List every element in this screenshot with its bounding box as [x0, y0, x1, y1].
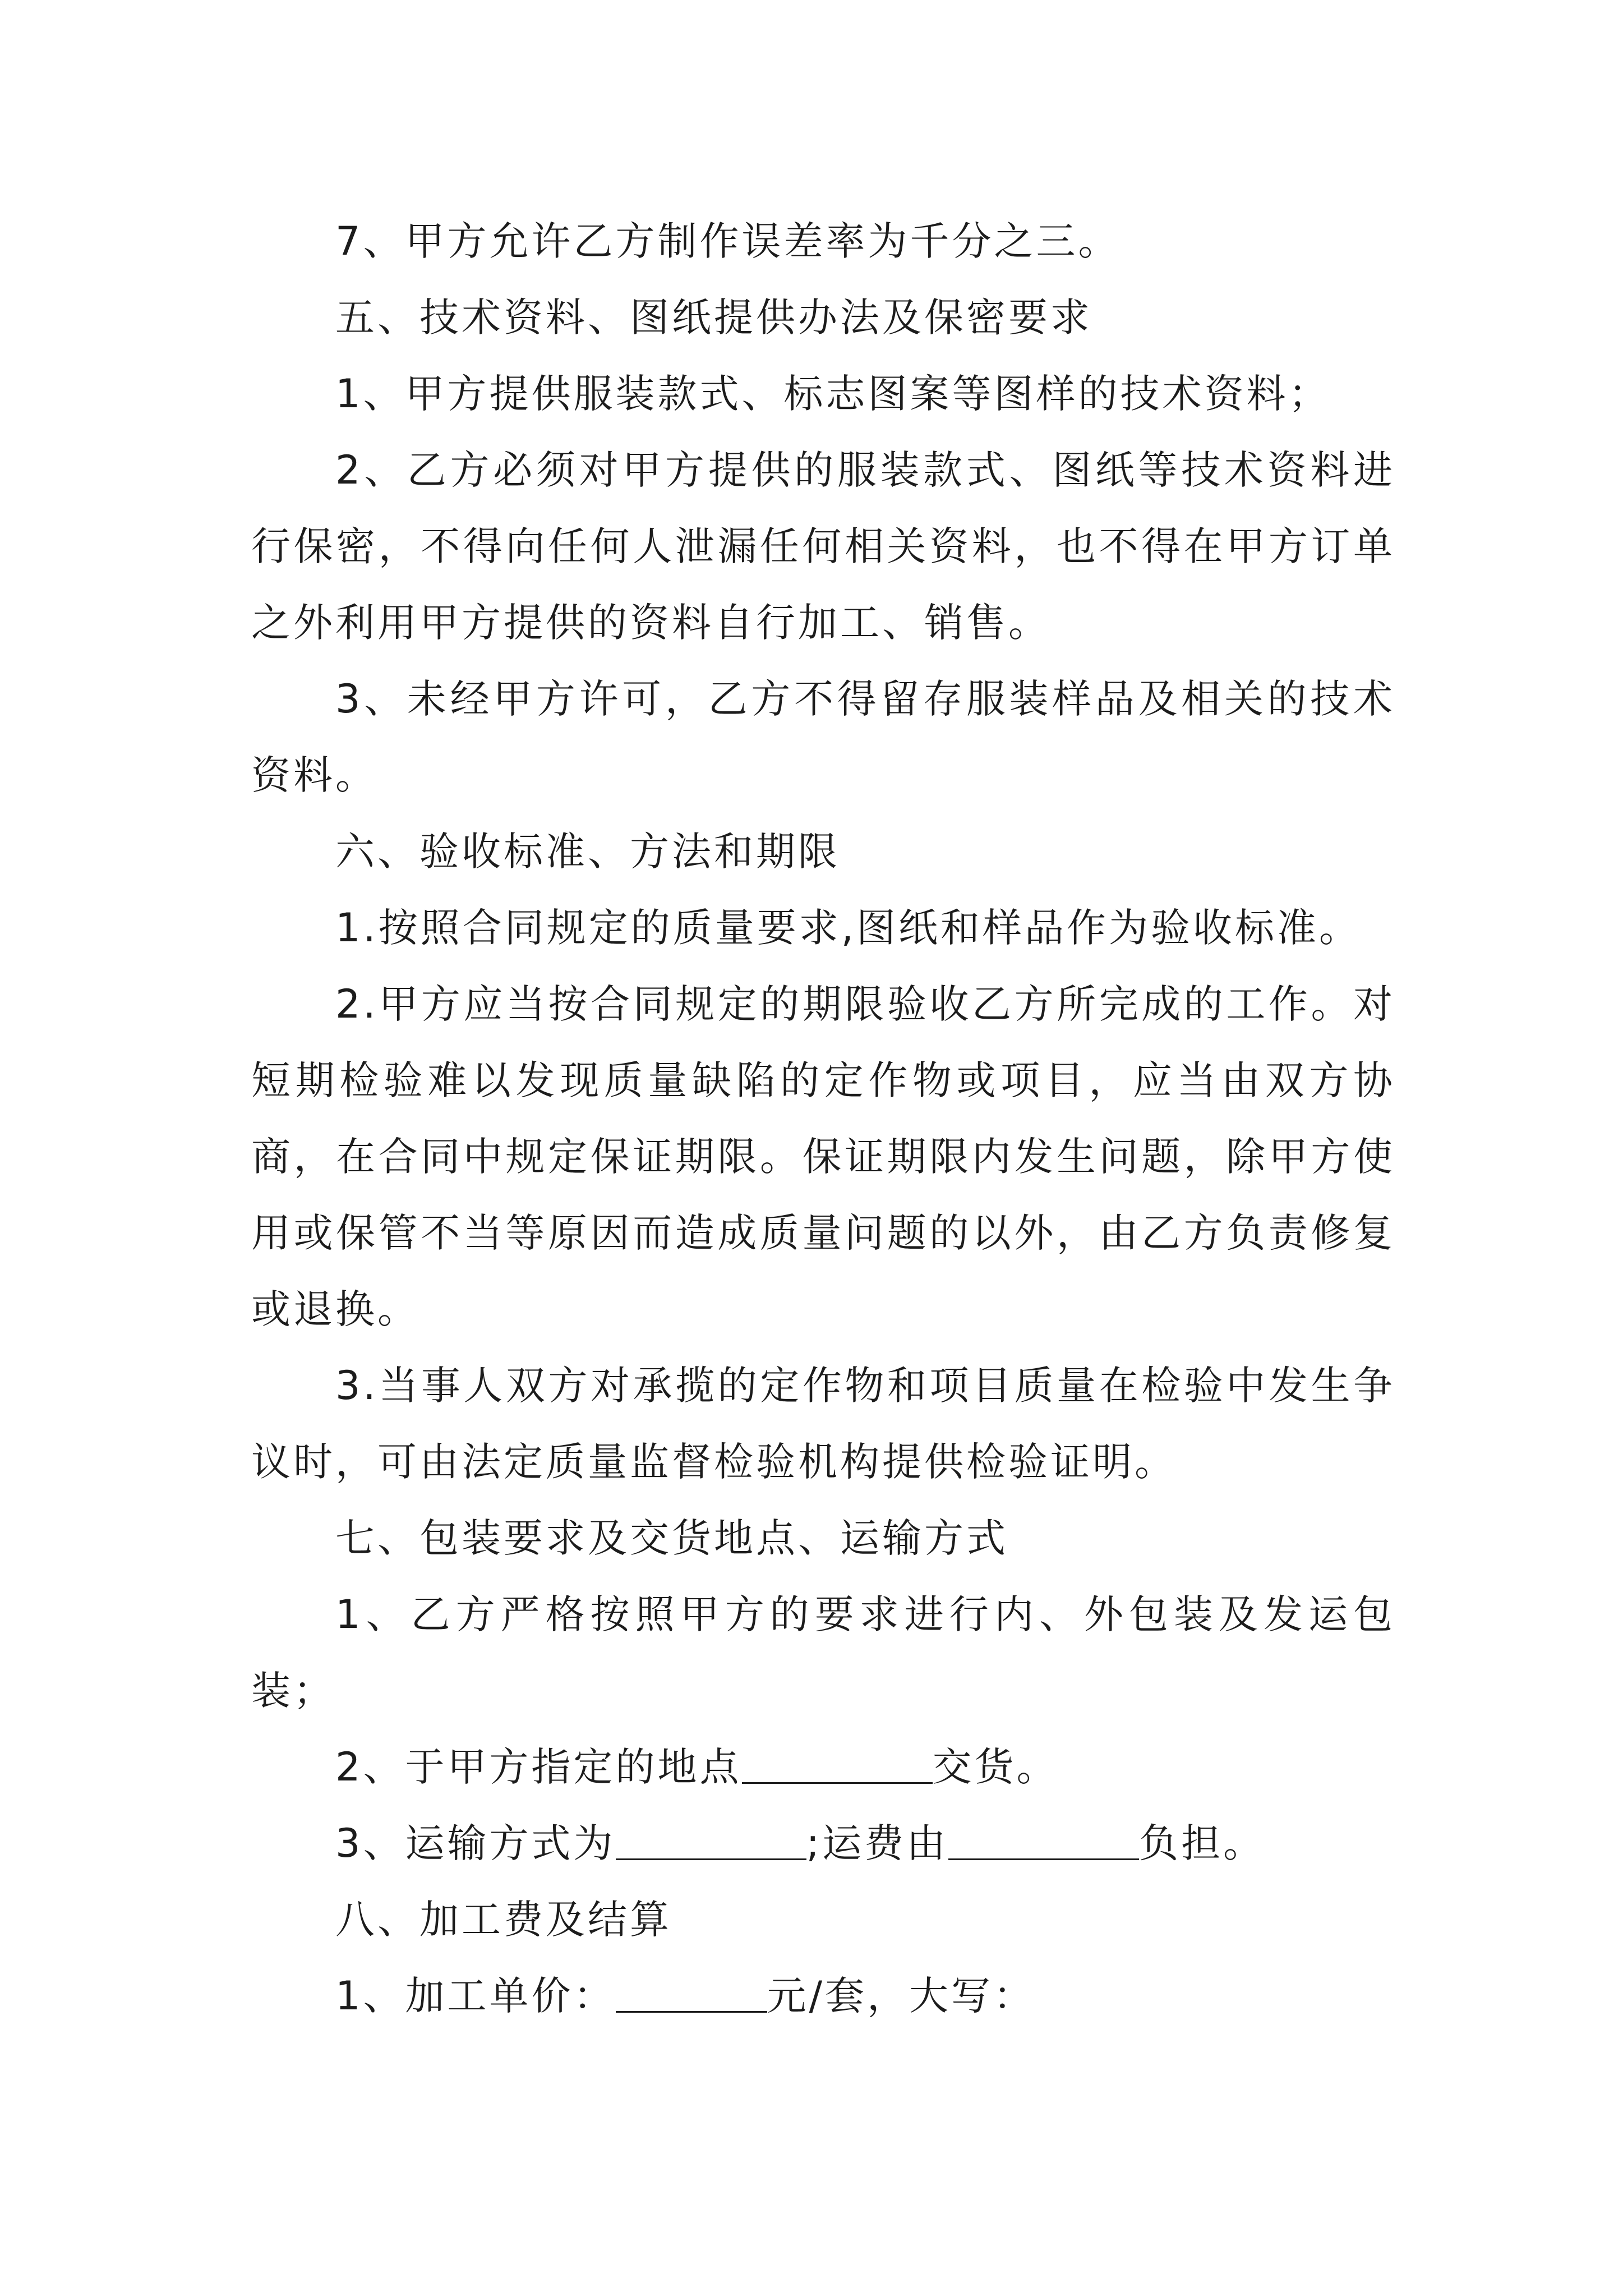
clause-dispute-inspection: 3.当事人双方对承揽的定作物和项目质量在检验中发生争议时，可由法定质量监督检验机构提供检验证明。 [251, 1363, 1395, 1485]
section-heading-five: 五、技术资料、图纸提供办法及保密要求 [335, 295, 1092, 341]
document-body [251, 203, 1395, 2034]
unit-price-blank [616, 1977, 767, 2013]
clause-packaging: 1、乙方严格按照甲方的要求进行内、外包装及发运包装； [251, 1591, 1395, 1714]
transport-suffix: 负担。 [1139, 1820, 1266, 1866]
transport-method-blank [616, 1825, 806, 1860]
delivery-place-suffix: 交货。 [932, 1744, 1059, 1790]
clause-unit-price [251, 1958, 1395, 2034]
clause-delivery-place [251, 1729, 1395, 1805]
section-heading-seven: 七、包装要求及交货地点、运输方式 [335, 1515, 1008, 1561]
delivery-place-text: 2、于甲方指定的地点 [335, 1744, 742, 1790]
section-heading-six: 六、验收标准、方法和期限 [335, 829, 840, 875]
unit-price-suffix: 元/套，大写： [767, 1973, 1036, 2019]
clause-acceptance-period: 2.甲方应当按合同规定的期限验收乙方所完成的工作。对短期检验难以发现质量缺陷的定作物或项目，应当由双方协商，在合同中规定保证期限。保证期限内发生问题，除甲方使用或保管不当等原因而造成质量问题的以外，由乙方负责修复或退换。 [251, 981, 1395, 1332]
freight-payer-blank [948, 1825, 1139, 1860]
transport-method-text: 3、运输方式为 [335, 1820, 616, 1866]
clause-confidentiality: 2、乙方必须对甲方提供的服装款式、图纸等技术资料进行保密，不得向任何人泄漏任何相关资料，也不得在甲方订单之外利用甲方提供的资料自行加工、销售。 [251, 447, 1395, 646]
clause-no-retention: 3、未经甲方许可，乙方不得留存服装样品及相关的技术资料。 [251, 676, 1395, 798]
freight-text: ;运费由 [806, 1820, 949, 1866]
delivery-place-blank [742, 1749, 933, 1784]
unit-price-text: 1、加工单价： [335, 1973, 616, 2019]
clause-error-rate: 7、甲方允许乙方制作误差率为千分之三。 [335, 218, 1121, 264]
clause-technical-materials: 1、甲方提供服装款式、标志图案等图样的技术资料； [335, 371, 1331, 417]
section-heading-eight: 八、加工费及结算 [335, 1897, 672, 1943]
clause-transport [251, 1805, 1395, 1881]
clause-acceptance-standard: 1.按照合同规定的质量要求,图纸和样品作为验收标准。 [335, 905, 1362, 951]
